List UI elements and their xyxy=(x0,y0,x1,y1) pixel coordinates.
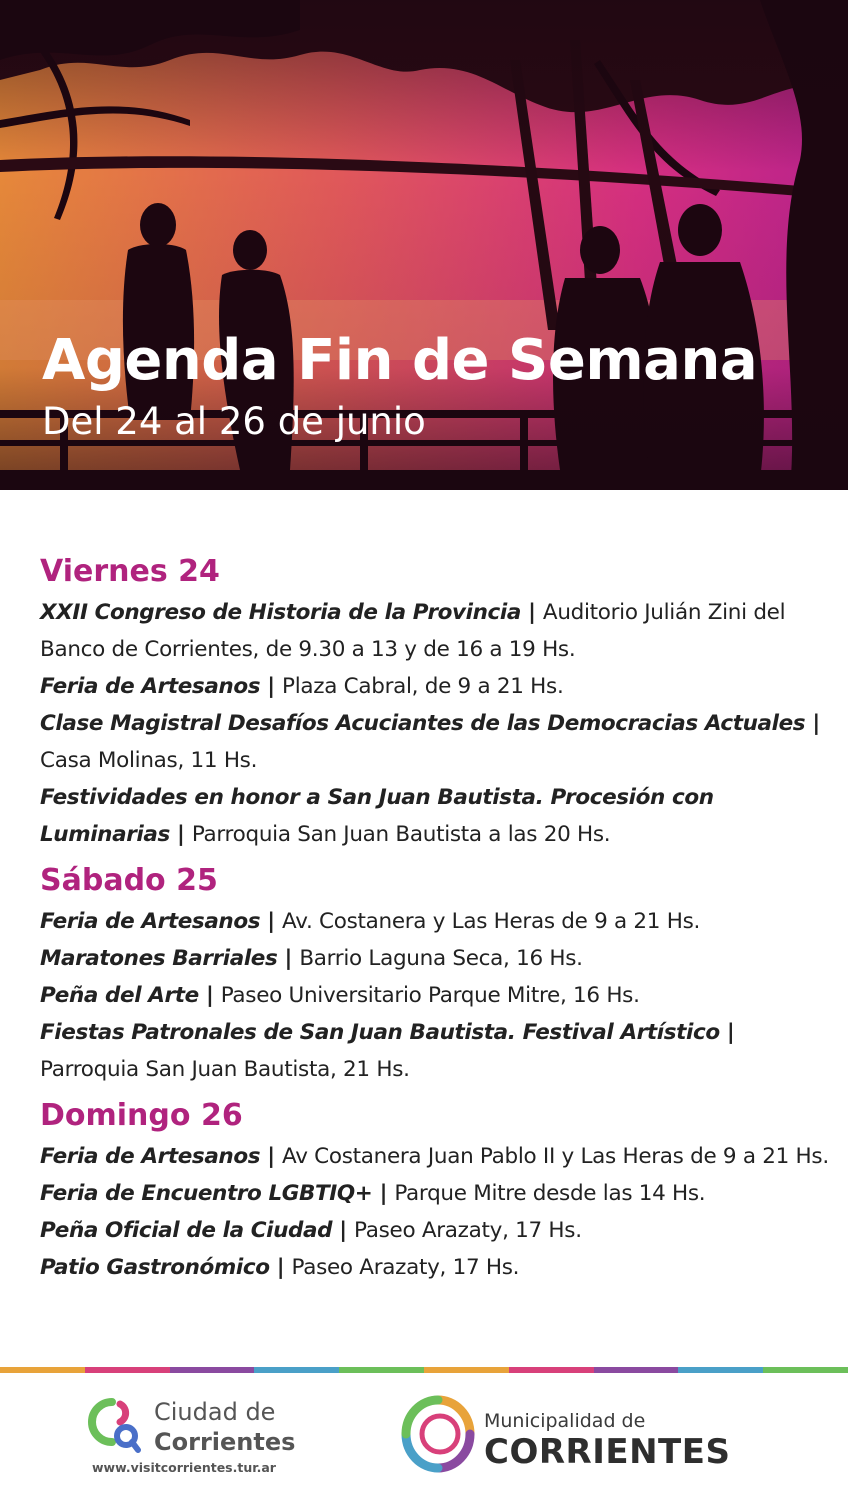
day-section-viernes xyxy=(40,550,830,853)
event-name: Maratones Barriales xyxy=(40,946,278,971)
event-item xyxy=(40,705,830,779)
event-name: Fiestas Patronales de San Juan Bautista. Festival Artístico xyxy=(40,1020,720,1045)
stripe-segment xyxy=(0,1367,85,1373)
day-section-domingo xyxy=(40,1094,830,1286)
event-name: Peña del Arte xyxy=(40,983,199,1008)
event-name: Feria de Artesanos xyxy=(40,909,261,934)
event-item xyxy=(40,1212,830,1249)
day-heading: Domingo 26 xyxy=(40,1098,243,1133)
event-name: Feria de Artesanos xyxy=(40,1144,261,1169)
color-stripe-divider xyxy=(0,1367,848,1373)
ciudad-de-corrientes-logo xyxy=(86,1392,326,1482)
event-name: Feria de Encuentro LGBTIQ+ xyxy=(40,1181,373,1206)
page-title: Agenda Fin de Semana xyxy=(42,328,758,393)
event-separator: | xyxy=(260,674,283,699)
event-name: Patio Gastronómico xyxy=(40,1255,270,1280)
left-logo-line1: Ciudad de xyxy=(154,1398,276,1426)
event-item xyxy=(40,1175,830,1212)
day-section-sabado xyxy=(40,859,830,1088)
event-item xyxy=(40,940,830,977)
event-separator: | xyxy=(198,983,221,1008)
stripe-segment xyxy=(424,1367,509,1373)
day-heading: Viernes 24 xyxy=(40,554,220,589)
stripe-segment xyxy=(85,1367,170,1373)
event-name: Feria de Artesanos xyxy=(40,674,261,699)
stripe-segment xyxy=(678,1367,763,1373)
event-separator: | xyxy=(805,711,820,736)
event-detail: Paseo Universitario Parque Mitre, 16 Hs. xyxy=(220,983,640,1008)
event-separator: | xyxy=(260,909,283,934)
event-detail: Paseo Arazaty, 17 Hs. xyxy=(291,1255,520,1280)
event-separator: | xyxy=(332,1218,355,1243)
event-detail: Paseo Arazaty, 17 Hs. xyxy=(354,1218,582,1243)
event-detail: Parroquia San Juan Bautista a las 20 Hs. xyxy=(191,822,611,847)
event-separator: | xyxy=(372,1181,395,1206)
ciudad-de-corrientes-logo-icon xyxy=(86,1396,146,1458)
date-range-subtitle: Del 24 al 26 de junio xyxy=(42,400,426,443)
agenda-list xyxy=(40,550,830,1292)
event-item xyxy=(40,779,830,853)
event-item xyxy=(40,1138,830,1175)
municipalidad-logo xyxy=(400,1392,760,1482)
stripe-segment xyxy=(509,1367,594,1373)
left-logo-line2: Corrientes xyxy=(154,1428,296,1456)
event-name: Peña Oficial de la Ciudad xyxy=(40,1218,333,1243)
event-name: Clase Magistral Desafíos Acuciantes de las Democracias Actuales xyxy=(40,711,806,736)
right-logo-line2: CORRIENTES xyxy=(484,1432,731,1472)
event-separator: | xyxy=(277,946,300,971)
stripe-segment xyxy=(254,1367,339,1373)
event-item xyxy=(40,977,830,1014)
event-detail: Auditorio Julián Zini del Banco de Corrientes, de 9.30 a 13 y de 16 a 19 Hs. xyxy=(40,600,786,662)
stripe-segment xyxy=(763,1367,848,1373)
event-detail: Casa Molinas, 11 Hs. xyxy=(40,748,258,773)
day-heading: Sábado 25 xyxy=(40,863,218,898)
event-item xyxy=(40,1249,830,1286)
event-separator: | xyxy=(719,1020,735,1045)
event-separator: | xyxy=(520,600,543,625)
website-url: www.visitcorrientes.tur.ar xyxy=(92,1460,276,1475)
event-separator: | xyxy=(169,822,192,847)
event-separator: | xyxy=(269,1255,292,1280)
municipalidad-ring-logo-icon xyxy=(400,1394,476,1474)
event-detail: Av. Costanera y Las Heras de 9 a 21 Hs. xyxy=(282,909,701,934)
event-item xyxy=(40,903,830,940)
event-detail: Parroquia San Juan Bautista, 21 Hs. xyxy=(40,1057,410,1082)
event-separator: | xyxy=(260,1144,283,1169)
event-item xyxy=(40,668,830,705)
event-name: XXII Congreso de Historia de la Provincia xyxy=(40,600,521,625)
stripe-segment xyxy=(339,1367,424,1373)
hero-banner xyxy=(0,0,848,490)
stripe-segment xyxy=(594,1367,679,1373)
event-detail: Plaza Cabral, de 9 a 21 Hs. xyxy=(282,674,564,699)
stripe-segment xyxy=(170,1367,255,1373)
event-detail: Parque Mitre desde las 14 Hs. xyxy=(394,1181,706,1206)
event-name: Festividades en honor a San Juan Bautista. Procesión con Luminarias xyxy=(40,785,714,847)
event-item xyxy=(40,594,830,668)
event-item xyxy=(40,1014,830,1088)
right-logo-line1: Municipalidad de xyxy=(484,1410,646,1432)
event-detail: Av Costanera Juan Pablo II y Las Heras de 9 a 21 Hs. xyxy=(282,1144,829,1169)
event-detail: Barrio Laguna Seca, 16 Hs. xyxy=(299,946,583,971)
